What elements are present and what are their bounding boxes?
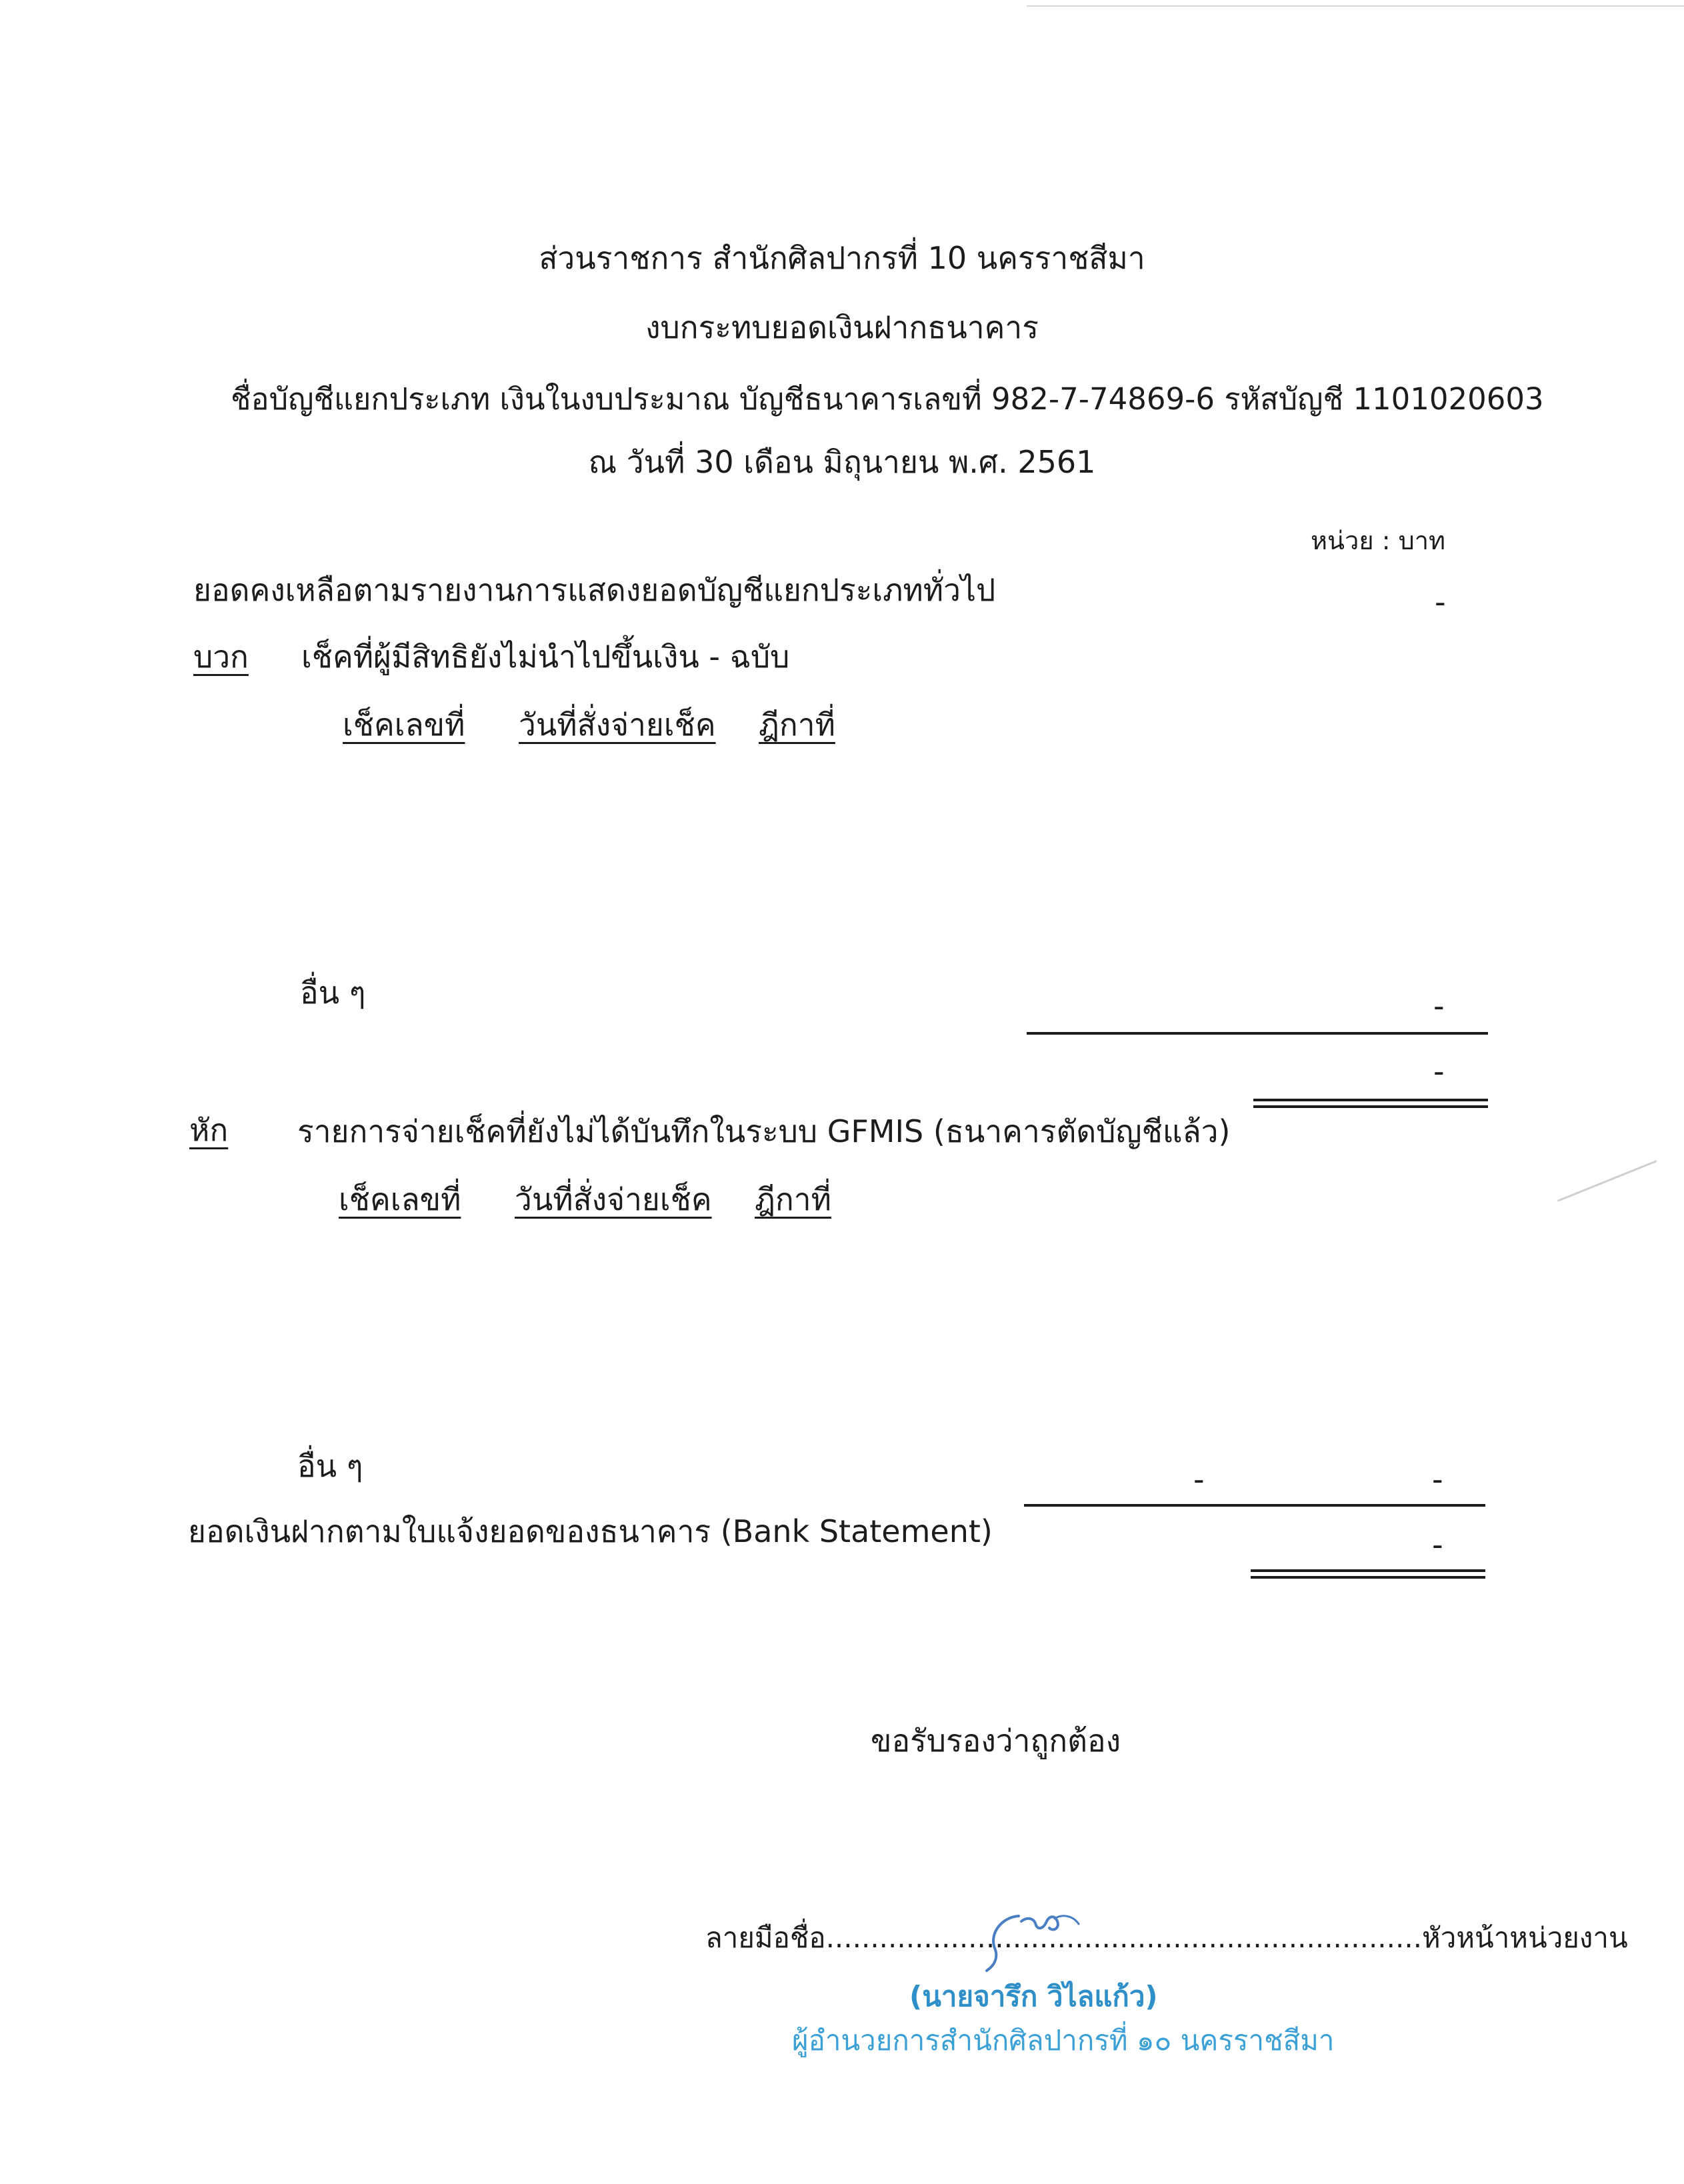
bank-statement-value: - (1432, 1527, 1443, 1563)
header-agency: ส่วนราชการ สำนักศิลปากรที่ 10 นครราชสีมา (539, 240, 1145, 276)
add-other-value: - (1433, 988, 1445, 1024)
deduct-other-value-mid: - (1193, 1461, 1205, 1497)
add-subtotal-value: - (1433, 1053, 1445, 1089)
header-account: ชื่อบัญชีแยกประเภท เงินในงบประมาณ บัญชีธนาคารเลขที่ 982-7-74869-6 รหัสบัญชี 1101020603 (231, 381, 1544, 417)
gl-balance-label: ยอดคงเหลือตามรายงานการแสดงยอดบัญชีแยกประเภททั่วไป (193, 572, 996, 608)
header-title: งบกระทบยอดเงินฝากธนาคาร (645, 309, 1039, 345)
deduct-col-cheque-no: เช็คเลขที่ (339, 1181, 461, 1217)
handwritten-signature (975, 1901, 1101, 1975)
deduct-col-cheque-date: วันที่สั่งจ่ายเช็ค (515, 1181, 712, 1217)
add-col-cheque-no: เช็คเลขที่ (343, 707, 465, 743)
bank-statement-label: ยอดเงินฝากตามใบแจ้งยอดของธนาคาร (Bank Statement) (188, 1513, 993, 1549)
deduct-description: รายการจ่ายเช็คที่ยังไม่ได้บันทึกในระบบ GFMIS (ธนาคารตัดบัญชีแล้ว) (297, 1113, 1231, 1149)
unit-label: หน่วย : บาท (1311, 526, 1446, 555)
deduct-col-voucher-no: ฎีกาที่ (755, 1181, 831, 1217)
signatory-position: ผู้อำนวยการสำนักศิลปากรที่ ๑๐ นครราชสีมา (792, 2024, 1335, 2057)
bank-statement-double-rule (1251, 1569, 1485, 1579)
gl-balance-value: - (1435, 584, 1446, 620)
signatory-name: (นายจารึก วิไลแก้ว) (909, 1980, 1158, 2013)
deduct-other-value: - (1432, 1461, 1443, 1497)
signature-line: ลายมือชื่อ...................................................................หัวหน้าหน่วยงาน (705, 1921, 1628, 1954)
deduct-tag: หัก (189, 1112, 229, 1148)
header-date: ณ วันที่ 30 เดือน มิถุนายน พ.ศ. 2561 (588, 444, 1096, 480)
add-col-cheque-date: วันที่สั่งจ่ายเช็ค (519, 707, 716, 743)
scan-mark (1557, 1160, 1657, 1202)
scan-edge-line (1027, 5, 1684, 7)
add-other-label: อื่น ๆ (300, 975, 366, 1011)
add-col-voucher-no: ฎีกาที่ (759, 707, 835, 743)
deduct-other-label: อื่น ๆ (297, 1448, 363, 1484)
add-tag: บวก (193, 639, 249, 675)
certify-text: ขอรับรองว่าถูกต้อง (871, 1723, 1121, 1759)
add-total-double-rule (1253, 1099, 1488, 1108)
deduct-subtotal-rule (1024, 1504, 1485, 1507)
add-description: เช็คที่ผู้มีสิทธิยังไม่นำไปขึ้นเงิน - ฉบับ (301, 639, 790, 675)
add-subtotal-rule (1027, 1032, 1488, 1035)
